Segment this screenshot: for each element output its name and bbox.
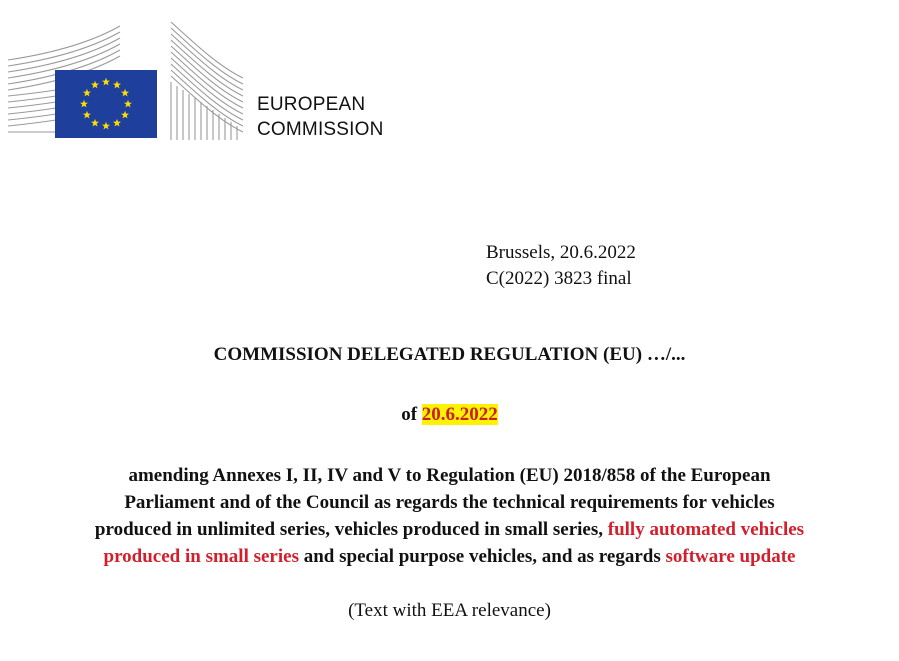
org-name-line1: EUROPEAN xyxy=(257,94,366,115)
date-prefix: of xyxy=(401,404,418,425)
subject-line-3 xyxy=(14,516,885,543)
document-subject xyxy=(14,462,885,570)
organization-name xyxy=(257,92,384,142)
document-type-title: COMMISSION DELEGATED REGULATION (EU) …/... xyxy=(213,344,686,365)
document-date-highlighted: 20.6.2022 xyxy=(421,404,498,425)
eu-commission-logo-icon xyxy=(8,22,243,140)
subject-highlight-small-series: produced in small series xyxy=(103,546,299,567)
subject-line-4-text: and special purpose vehicles, and as regards xyxy=(303,546,661,567)
document-meta xyxy=(486,240,636,292)
org-name-line2: COMMISSION xyxy=(257,119,384,140)
subject-highlight-fully-automated: fully automated vehicles xyxy=(607,519,805,540)
subject-highlight-software-update: software update xyxy=(665,546,796,567)
subject-line-2: Parliament and of the Council as regards the technical requirements for vehicles xyxy=(124,492,775,513)
eea-relevance-note: (Text with EEA relevance) xyxy=(348,600,551,621)
place-date: Brussels, 20.6.2022 xyxy=(486,242,636,263)
document-reference: C(2022) 3823 final xyxy=(486,268,632,289)
document-date-line xyxy=(0,404,899,426)
subject-line-1: amending Annexes I, II, IV and V to Regulation (EU) 2018/858 of the European xyxy=(128,465,771,486)
subject-line-4 xyxy=(14,543,885,570)
subject-line-3-text: produced in unlimited series, vehicles produced in small series, xyxy=(94,519,603,540)
